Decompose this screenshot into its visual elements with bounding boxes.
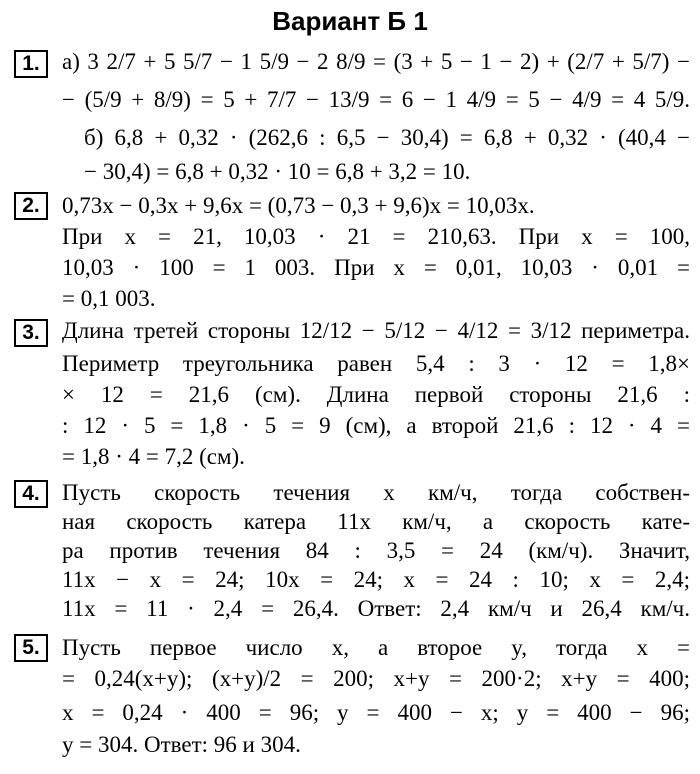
task-line: При x = 21, 10,03 · 21 = 210,63. При x = 100,: [62, 224, 690, 249]
task-number-badge: 3.: [14, 319, 48, 347]
task-1: [14, 44, 690, 190]
task-line: 11x − x = 24; 10x = 24; x = 24 : 10; x = 2,4;: [62, 567, 690, 592]
task-line: 11x = 11 · 2,4 = 26,4. Ответ: 2,4 км/ч и 26,4 км/ч.: [62, 596, 690, 621]
task-line: Длина третей стороны 12/12 − 5/12 − 4/12 = 3/12 периметра.: [62, 318, 690, 343]
task-4: [14, 475, 690, 627]
task-line: × 12 = 21,6 (см). Длина первой стороны 21,6 :: [62, 382, 690, 407]
task-line: а) 3 2/7 + 5 5/7 − 1 5/9 − 2 8/9 = (3 + 5 − 1 − 2) + (2/7 + 5/7) −: [62, 49, 690, 74]
task-line: = 0,1 003.: [62, 286, 156, 311]
task-number-badge: 5.: [14, 634, 48, 662]
task-number-badge: 2.: [14, 192, 48, 220]
task-line: = 0,24(x+y); (x+y)/2 = 200; x+y = 200·2; x+y = 400;: [62, 666, 690, 691]
task-line: ра против течения 84 : 3,5 = 24 (км/ч). Значит,: [62, 538, 690, 563]
task-5: [14, 630, 690, 766]
task-2: [14, 188, 690, 312]
task-line: 0,73x − 0,3x + 9,6x = (0,73 − 0,3 + 9,6)x = 10,03x.: [62, 193, 535, 218]
task-3: [14, 313, 690, 473]
task-line: Пусть скорость течения x км/ч, тогда собствен-: [62, 480, 690, 505]
task-line: − 30,4) = 6,8 + 0,32 · 10 = 6,8 + 3,2 = 10.: [84, 159, 471, 184]
task-line: Периметр треугольника равен 5,4 : 3 · 12 = 1,8×: [62, 351, 690, 376]
task-line: ная скорость катера 11x км/ч, а скорость кате-: [62, 509, 690, 534]
task-line: = 1,8 · 4 = 7,2 (см).: [62, 444, 245, 469]
task-number-badge: 4.: [14, 480, 48, 508]
task-line: : 12 · 5 = 1,8 · 5 = 9 (см), а второй 21,6 : 12 · 4 =: [62, 413, 690, 438]
task-line: − (5/9 + 8/9) = 5 + 7/7 − 13/9 = 6 − 1 4/9 = 5 − 4/9 = 4 5/9.: [62, 87, 690, 112]
page-title: Вариант Б 1: [272, 6, 428, 36]
task-line: x = 0,24 · 400 = 96; y = 400 − x; y = 400 − 96;: [62, 700, 690, 725]
task-line: Пусть первое число x, а второе y, тогда x =: [62, 635, 690, 660]
task-line: б) 6,8 + 0,32 · (262,6 : 6,5 − 30,4) = 6,8 + 0,32 · (40,4 −: [84, 125, 690, 150]
task-line: 10,03 · 100 = 1 003. При x = 0,01, 10,03 · 0,01 =: [62, 255, 690, 280]
task-line: y = 304. Ответ: 96 и 304.: [62, 732, 301, 757]
task-number-badge: 1.: [14, 50, 48, 78]
